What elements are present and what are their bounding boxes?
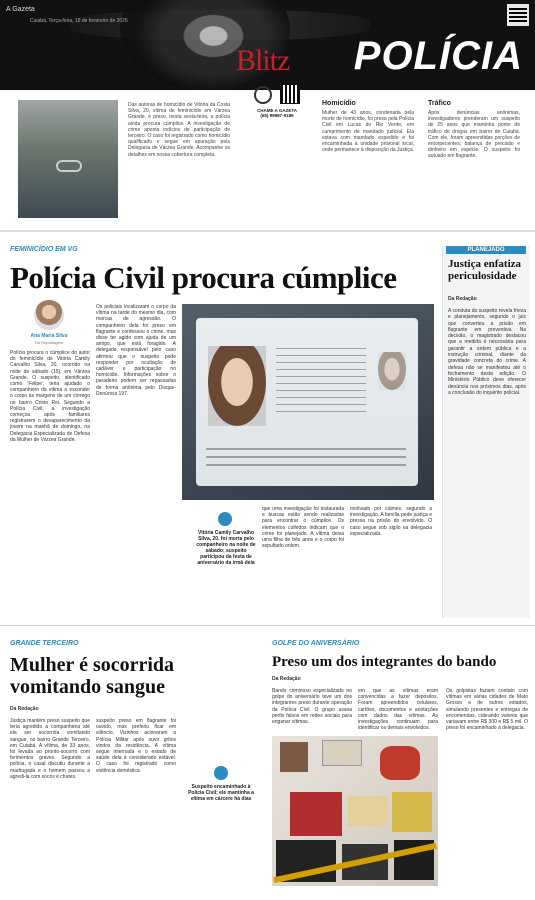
caption-camera-icon	[214, 766, 228, 780]
author-role: Da Reportagem	[34, 340, 64, 345]
photo-caption: Vitória Camily Carvalho Silva, 20, foi morta pelo companheiro na noite de sábado; suspeito participou da festa de aniversário da irmã dela	[196, 530, 256, 566]
bottom-left-body-col2: suspeito preso em flagrante foi ouvido, mas preferiu ficar em silêncio. Vizinhos acionaram a Polícia Militar após ouvir gritos vindos da residência. A vítima segue internada e o estado de saúde dela é considerado estável. O caso foi registrado como violência doméstica.	[96, 718, 176, 774]
main-kicker: FEMINICÍDIO EM VG	[10, 246, 78, 253]
brief-body: Mulher de 43 anos, condenada pela morte de homicídio, foi presa pela Polícia Civil em Lucas do Rio Verde, em cumprimento de mandado judicial. Ela estava com mandado expedido e foi encaminhada à unidade prisional local, onde permanece à disposição da Justiça.	[322, 110, 415, 154]
whatsapp-contact	[242, 108, 312, 118]
bottom-left-kicker: GRANDE TERCEIRO	[10, 640, 79, 647]
brief-homicidio	[322, 100, 414, 153]
passport-document	[196, 318, 418, 486]
bottom-left-headline: Mulher é socorrida vomitando sangue	[10, 654, 175, 698]
passport-photo	[182, 304, 434, 500]
section-divider	[0, 625, 535, 626]
whatsapp-number: (65) 99987-9186	[260, 113, 294, 118]
sidebar-body: A conduta do suspeito revela frieza e planejamento, segundo o juiz que converteu a prisão em flagrante em preventiva. Na decisão, o magistrado destacou que a medida é necessária para garantir a ordem pública e a instrução criminal, diante da gravidade concreta do crime. A defesa não se manifestou até o fechamento desta edição. O Ministério Público deve oferecer denúncia nos próximos dias, após a conclusão do inquérito policial.	[448, 308, 526, 396]
bottom-right-headline: Preso um dos integrantes do bando	[272, 654, 497, 670]
bottom-left-byline: Da Redação	[10, 706, 39, 712]
brief-body: Após denúncias anônimas, investigadores prenderam um suspeito de 25 anos que mantinha ponto de tráfico de drogas em bairro de Cuiabá. Com ele, foram apreendidas porções de entorpecentes, balança de precisão e dinheiro em espécie. O suspeito foi autuado em flagrante.	[428, 110, 520, 160]
author-avatar	[34, 300, 64, 330]
whatsapp-qr-code	[280, 84, 300, 104]
caption-camera-icon	[218, 512, 232, 526]
bottom-right-body-col3: Os golpistas faziam contato com vítimas em várias cidades de Mato Grosso e de outros estados, simulando presentes e entregas de encomendas, cobrando valores que variavam entre R$ 300 e R$ 5 mil. O preso foi encaminhado à delegacia.	[446, 688, 528, 732]
blitz-logo: Blitz	[236, 44, 290, 77]
section-title: POLÍCIA	[353, 34, 523, 78]
header-qr-code	[507, 4, 529, 26]
bottom-left-caption: Suspeito encaminhado à Polícia Civil; ele mantinha a vítima em cárcere há dias	[188, 784, 254, 802]
sidebar-headline: Justiça enfatiza periculosidade	[448, 258, 522, 282]
seized-item	[380, 746, 420, 780]
author-name: Ana Maria Silva	[30, 333, 68, 339]
victim-portrait	[208, 346, 266, 426]
seized-item	[280, 742, 308, 772]
seized-item	[348, 796, 388, 826]
whatsapp-icon	[254, 86, 272, 104]
seized-item	[322, 740, 362, 766]
bottom-left-body-col1: Justiça mantém preso suspeito que teria agredido a companheira até ela ser socorrida vomitando sangue, no bairro Grande Terceiro, em Cuiabá. A vítima, de 33 anos, foi levada ao pronto-socorro com ferimentos graves. Segundo a polícia, o casal discutiu durante a madrugada e o homem passou a agredi-la com socos e chutes.	[10, 718, 90, 780]
handcuffs-photo	[18, 100, 118, 218]
main-body-col3: que uma investigação foi instaurada e buscas estão sendo realizadas para encontrar o cúmplice. Os elementos colhidos indicam que o crime foi planejado. A vítima deixa uma filha de três anos e o corpo foi sepultado ontem.	[262, 506, 344, 550]
edition-date: Cuiabá, Terça-feira, 18 de fevereiro de 2025	[30, 18, 128, 24]
passport-mrz	[206, 448, 406, 470]
bottom-right-kicker: GOLPE DO ANIVERSÁRIO	[272, 640, 360, 647]
seized-item	[392, 792, 432, 832]
passport-ghost-portrait	[378, 352, 406, 390]
main-body-col1: Polícia procura o cúmplice do autor do feminicídio de Vitória Camily Carvalho Silva, 20, ocorrido na noite de sábado (15), em Várzea Grande. O suspeito, identificado como 'Felipe', teria ajudado o companheiro da vítima a esconder o corpo às margens de um córrego no bairro Cristo Rei. Segundo a Polícia Civil, a investigação começou após familiares registrarem o desaparecimento da jovem na manhã de domingo, na Delegacia Especializada de Defesa da Mulher de Várzea Grande.	[10, 350, 90, 443]
sidebar-byline: Da Redação	[448, 296, 477, 302]
main-body-col4: motivado por ciúmes, segundo a investigação. A família pede justiça e pressa na prisão do envolvido. O caso segue sob sigilo na delegacia especializada.	[350, 506, 432, 537]
seized-items-photo	[272, 736, 438, 886]
brief-title: Tráfico	[428, 100, 451, 107]
brief-trafico	[428, 100, 520, 160]
bottom-right-byline: Da Redação	[272, 676, 301, 682]
handcuffs-icon	[56, 160, 82, 172]
seized-item	[290, 792, 342, 836]
newspaper-masthead: A Gazeta	[6, 6, 35, 13]
passport-text-lines	[276, 348, 366, 418]
brief-title: Homicídio	[322, 100, 356, 107]
sidebar-kicker: PLANEJADO	[446, 246, 526, 254]
bottom-right-body-col1: Bando criminoso especializado no golpe do aniversário teve um dos integrantes preso durante operação da Polícia Civil. O grupo usava perfis falsos em redes sociais para enganar vítimas.	[272, 688, 352, 726]
bottom-right-body-col2: em que as vítimas eram convencidas a fazer depósitos. Foram apreendidos celulares, cartões, documentos e anotações com dados das vítimas. As investigações continuam para identificar os demais envolvidos.	[358, 688, 438, 732]
intro-lead-text: Das autoras de homicídio de Vitória da Costa Silva, 20, vítima de feminicídio em Várzea Grande, é preso, nesta sexta-feira, a polícia ainda procura cúmplice. A investigação de crime aponta indícios de participação de terceiro. O caso foi registrado como homicídio qualificado e segue em apuração pela Delegacia de Várzea Grande. Acompanhe os detalhes em nossa cobertura completa.	[128, 102, 230, 158]
main-body-col2: Os policiais localizaram o corpo da vítima na tarde do mesmo dia, com marcas de agressão. O companheiro dela foi preso em flagrante e confessou o crime, mas disse ter agido com ajuda de um amigo, que está foragido. A delegada responsável pelo caso afirmou que o suspeito pode responder por ocultação de cadáver e participação no homicídio. Informações sobre o paradeiro podem ser repassadas de forma anônima pelo Disque-Denúncia 197.	[96, 304, 176, 397]
main-headline: Polícia Civil procura cúmplice	[10, 260, 397, 295]
whatsapp-label: CHAME A GAZETA	[256, 108, 298, 113]
